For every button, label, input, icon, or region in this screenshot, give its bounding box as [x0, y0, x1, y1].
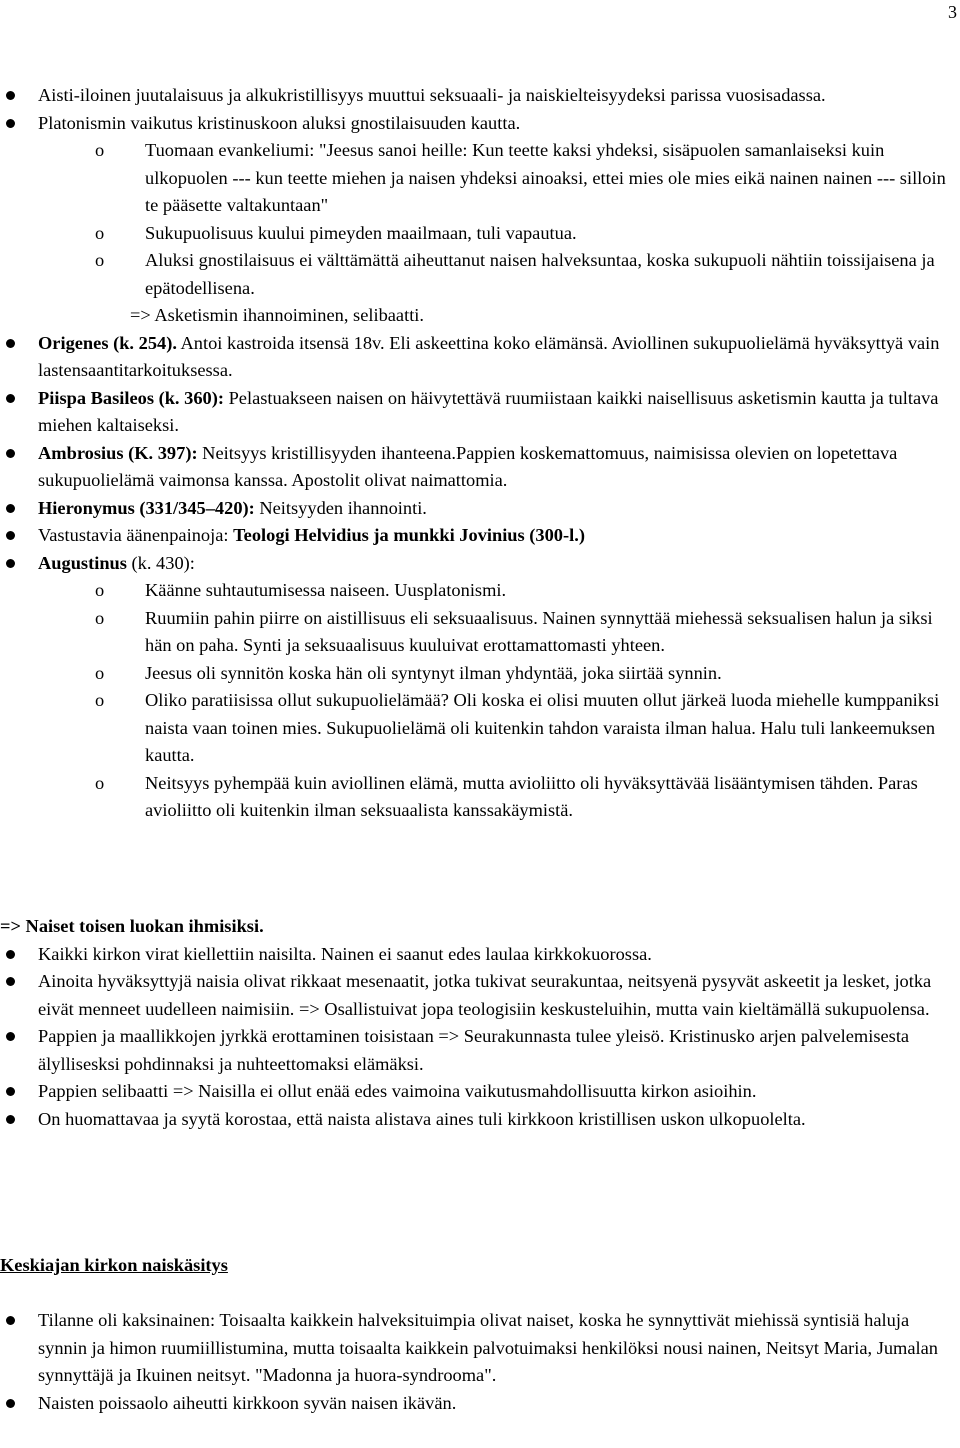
sub-list-item: [0, 247, 950, 302]
list-item-ambrosius: [0, 440, 950, 495]
bold-name: Augustinus: [38, 552, 127, 573]
sub-list-item: [0, 220, 950, 248]
item-text: Vastustavia äänenpainoja:: [38, 525, 234, 545]
sub-list-item: [0, 687, 950, 770]
sub-list-item-text: Sukupuolisuus kuului pimeyden maailmaan, tuli vapautua.: [145, 222, 577, 243]
list-item: Ainoita hyväksyttyjä naisia olivat rikkaat mesenaatit, jotka tukivat seurakuntaa, neitsyenä pysyvät askeetit ja lesket, jotka eivät menneet uudelleen naimisiin. => Osallistuivat jopa teologisiin keskusteluihin, mutta vain kieltämällä sukupuolensa.: [0, 968, 950, 1023]
circle-bullet-icon: o: [95, 222, 105, 243]
circle-bullet-icon: o: [95, 580, 105, 600]
sub-list-augustinus: [0, 577, 950, 825]
bullet-list-women: [0, 941, 950, 1134]
bold-name: Hieronymus (331/345–420):: [38, 497, 255, 518]
list-item: Platonismin vaikutus kristinuskoon aluksi gnostilaisuuden kautta.: [0, 110, 950, 138]
bullet-list-medieval: [0, 1307, 950, 1417]
item-text: Antoi kastroida itsensä 18v. Eli askeettina koko elämänsä. Aviollinen sukupuolielämä hyväksyttyä vain lastensaantitarkoituksessa.: [38, 332, 940, 380]
circle-bullet-icon: o: [95, 250, 105, 270]
conclusion-asceticism: => Asketismin ihannoiminen, selibaatti.: [130, 305, 425, 325]
list-item-basileos: [0, 385, 950, 440]
circle-bullet-icon: o: [95, 662, 105, 683]
list-item: Pappien ja maallikkojen jyrkkä erottaminen toisistaan => Seurakunnasta tulee yleisö. Kristinusko arjen palvelemisesta älyllisesksi pohdinnaksi ja nuhteettomaksi elämäksi.: [0, 1023, 950, 1078]
medieval-section: [0, 1252, 950, 1280]
list-item: Aisti-iloinen juutalaisuus ja alkukristillisyys muuttui seksuaali- ja naiskielteisyydeksi parissa vuosisadassa.: [0, 82, 950, 110]
sub-list-item-text: Aluksi gnostilaisuus ei välttämättä aiheuttanut naisen halveksuntaa, koska sukupuoli nähtiin toissijaisena ja epätodellisena.: [145, 250, 935, 298]
list-item-augustinus: [0, 550, 950, 578]
bold-name: Origenes (k. 254).: [38, 332, 177, 353]
list-item-origenes: [0, 330, 950, 385]
list-item: Kaikki kirkon virat kiellettiin naisilta. Nainen ei saanut edes laulaa kirkkokuorossa.: [0, 941, 950, 969]
section-title: Keskiajan kirkon naiskäsitys: [0, 1255, 228, 1275]
medieval-list-block: [0, 1307, 950, 1417]
circle-bullet-icon: o: [95, 607, 105, 628]
sub-list-item-text: Tuomaan evankeliumi: "Jeesus sanoi heille: Kun teette kaksi yhdeksi, sisäpuolen samanlaiseksi kuin ulkopuolen --- kun teette miehen ja naisen yhdeksi ainoaksi, ettei mies ole mies eikä nainen nainen --- silloin te pääsette valtakuntaan": [145, 140, 946, 215]
sub-list-gnosticism: [0, 137, 950, 302]
list-item-hieronymus: [0, 495, 950, 523]
sub-list-item-text: Neitsyys pyhempää kuin aviollinen elämä, mutta avioliitto oli hyväksyttävää lisääntymisen tähden. Paras avioliitto oli kuitenkin ilman seksuaalista kanssakäymistä.: [145, 772, 918, 820]
bullet-list-early-church: [0, 82, 950, 137]
bold-name: Ambrosius (K. 397):: [38, 442, 198, 463]
item-text: Pelastuakseen naisen on häivytettävä ruumiistaan kaikki naisellisuus asketismin kautta ja tultava miehen kaltaiseksi.: [38, 387, 939, 435]
circle-bullet-icon: o: [95, 772, 105, 793]
sub-list-item: [0, 660, 950, 688]
sub-list-item-text: Käänne suhtautumisessa naiseen. Uusplatonismi.: [145, 580, 507, 600]
page-number: 3: [948, 2, 957, 22]
item-text: (k. 430):: [126, 552, 195, 573]
bullet-list-church-fathers: [0, 330, 950, 578]
circle-bullet-icon: o: [95, 690, 105, 710]
bold-name: Teologi Helvidius ja munkki Jovinius (300-l.): [233, 525, 585, 545]
sub-list-item: [0, 577, 950, 605]
conclusion-heading: => Naiset toisen luokan ihmisiksi.: [0, 916, 264, 936]
list-item: Naisten poissaolo aiheutti kirkkoon syvän naisen ikävän.: [0, 1390, 950, 1418]
sub-list-item: [0, 137, 950, 220]
list-item: Tilanne oli kaksinainen: Toisaalta kaikkein halveksituimpia olivat naiset, koska he synnyttivät miehissä syntisiä haluja synnin ja himon ruumiillistumina, mutta toisaalta kaikkein palvotuimaksi henkilöksi nousi nainen, Neitsyt Maria, Jumalan synnyttäjä ja Ikuinen neitsyt. "Madonna ja huora-syndrooma".: [0, 1307, 950, 1390]
main-content: [0, 82, 950, 825]
sub-list-item-text: Ruumiin pahin piirre on aistillisuus eli seksuaalisuus. Nainen synnyttää miehessä seksualisen halun ja siksi hän on paha. Synti ja seksuaalisuus kuuluivat erottamattomasti yhteen.: [145, 607, 933, 655]
list-item: On huomattavaa ja syytä korostaa, että naista alistava aines tuli kirkkoon kristillisen uskon ulkopuolelta.: [0, 1106, 950, 1134]
circle-bullet-icon: o: [95, 140, 105, 160]
sub-list-item: [0, 770, 950, 825]
item-text: Neitsyys kristillisyyden ihanteena.Pappien koskemattomuus, naimisissa olevien on lopetettava sukupuolielämä vaimonsa kanssa. Apostolit olivat naimattomia.: [38, 442, 898, 490]
bold-name: Piispa Basileos (k. 360):: [38, 387, 224, 408]
women-section: [0, 913, 950, 1133]
list-item-vastustavia: [0, 522, 950, 550]
sub-list-item-text: Jeesus oli synnitön koska hän oli syntynyt ilman yhdyntää, joka siirtää synnin.: [145, 662, 722, 683]
item-text: Neitsyyden ihannointi.: [254, 497, 427, 518]
sub-list-item: [0, 605, 950, 660]
list-item: Pappien selibaatti => Naisilla ei ollut enää edes vaimoina vaikutusmahdollisuutta kirkon asioihin.: [0, 1078, 950, 1106]
sub-list-item-text: Oliko paratiisissa ollut sukupuolielämää? Oli koska ei olisi muuten ollut järkeä luoda miehelle kumppaniksi naista vaan toinen mies. Sukupuolielämä oli kuitenkin tahdon varaista ilman halua. Halu tuli lankeemuksen kautta.: [145, 690, 940, 765]
